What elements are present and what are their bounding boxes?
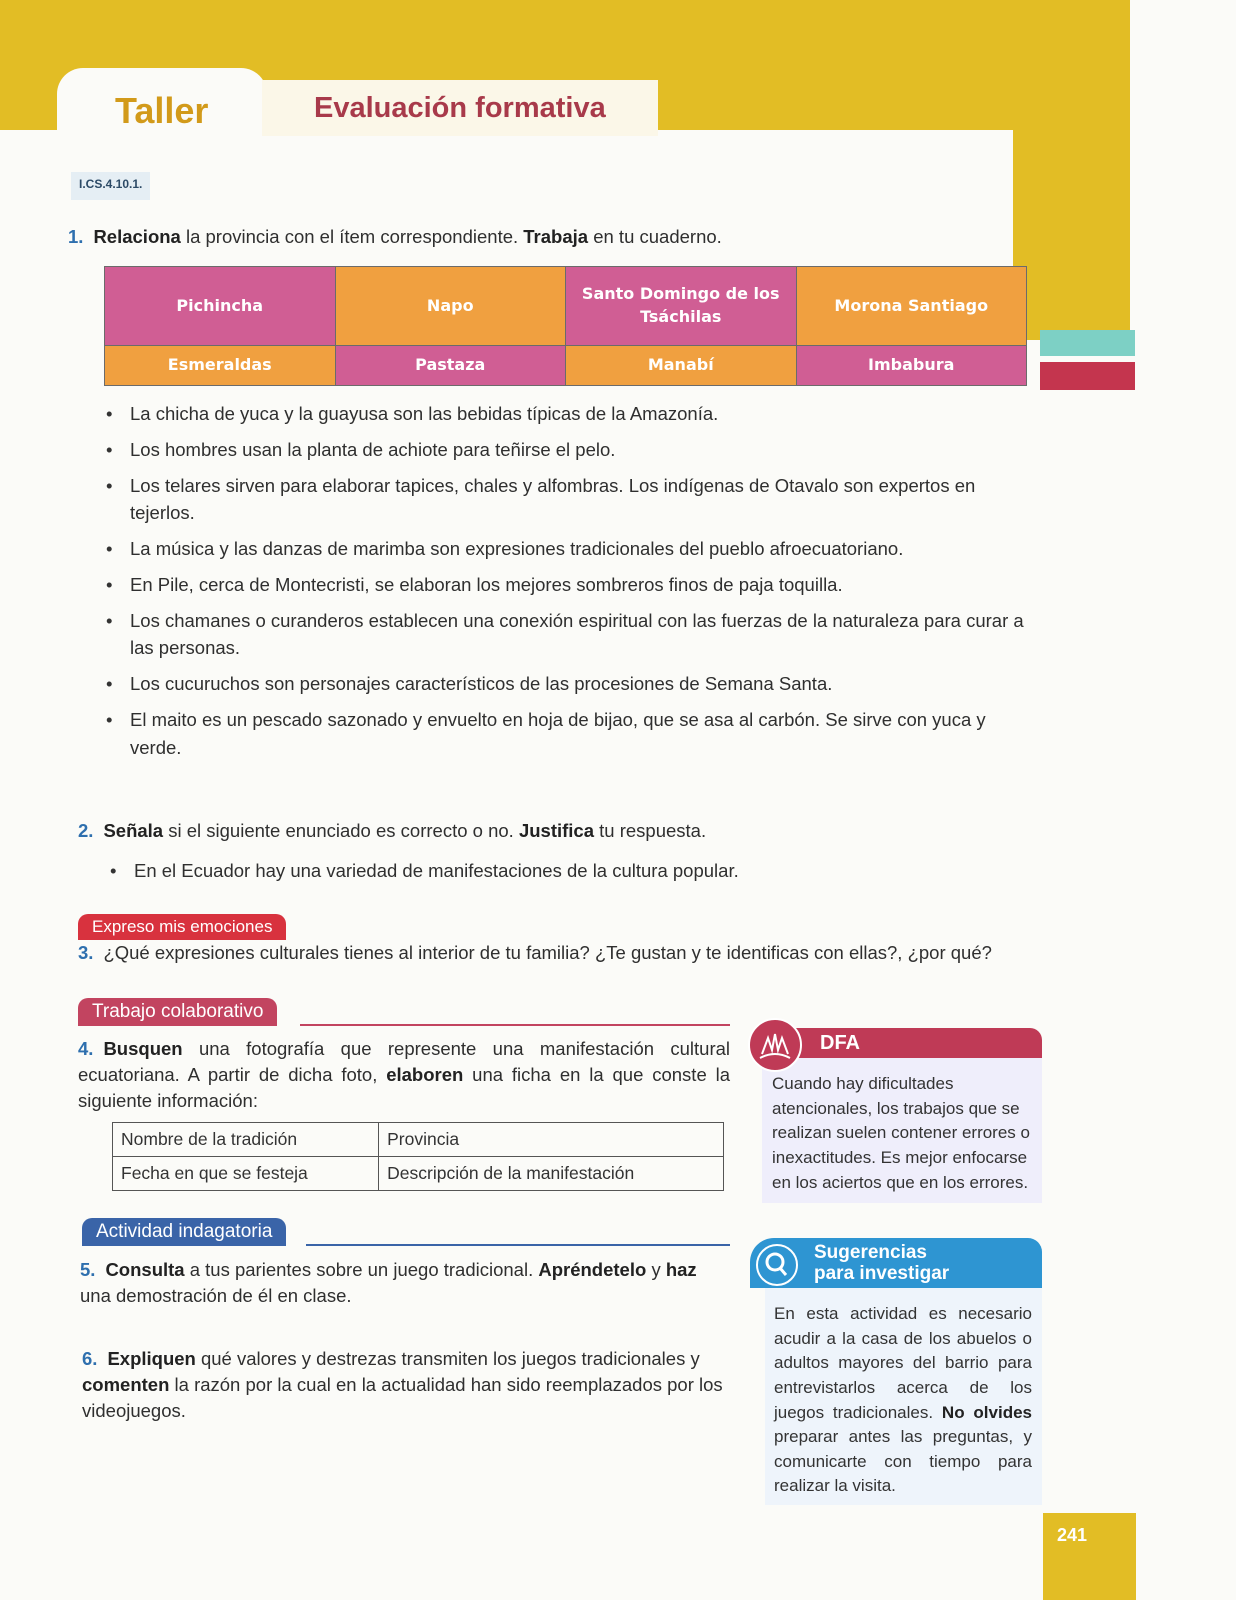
question-text: la razón por la cual en la actualidad han sido reemplazados por los videojuegos. (82, 1373, 723, 1421)
suggestions-body-2: preparar antes las preguntas, y comunicarte con tiempo para realizar la visita. (774, 1427, 1032, 1496)
question-verb: Relaciona (93, 226, 181, 247)
question-number: 6. (82, 1348, 98, 1369)
dfa-header (762, 1028, 1042, 1058)
suggestions-body: En esta actividad es necesario acudir a la casa de los abuelos o adultos mayores del barrio para entrevistarlos acerca de los juegos tradicionales. (774, 1304, 1032, 1422)
list-item: • Los chamanes o curanderos establecen una conexión espiritual con las fuerzas de la naturaleza para curar a las personas. (100, 607, 1035, 663)
teal-side-stripe (1040, 330, 1135, 356)
list-item: • En el Ecuador hay una variedad de manifestaciones de la cultura popular. (104, 857, 1039, 885)
question-number: 1. (68, 226, 84, 247)
question-verb: Consulta (105, 1259, 185, 1280)
indicator-code-badge: I.CS.4.10.1. (71, 172, 150, 200)
question-3 (78, 940, 1028, 966)
table-cell: Fecha en que se festeja (113, 1157, 379, 1191)
question-verb: Expliquen (107, 1348, 196, 1369)
question-2-bullet-list (104, 857, 1039, 893)
hands-icon (748, 1018, 802, 1072)
dfa-text: Cuando hay dificultades atencionales, los trabajos que se realizan suelen contener errores o inexactitudes. Es mejor enfocarse en los aciertos que en los errores. (772, 1074, 1030, 1192)
section-tab-label: Taller (115, 90, 209, 131)
question-2 (78, 818, 1018, 844)
question-4 (78, 1036, 730, 1114)
list-item: • Los hombres usan la planta de achiote para teñirse el pelo. (100, 436, 1035, 464)
right-color-band (1013, 0, 1130, 340)
province-cell: Pichincha (105, 267, 336, 346)
statement-list (100, 400, 1035, 769)
province-cell: Santo Domingo de los Tsáchilas (566, 267, 797, 346)
table-row (105, 345, 1027, 385)
question-number: 5. (80, 1259, 96, 1280)
question-text: una ficha en la que conste la siguiente información: (78, 1063, 730, 1111)
section-tab (57, 68, 267, 148)
province-cell: Morona Santiago (796, 267, 1027, 346)
table-cell: Descripción de la manifestación (379, 1157, 724, 1191)
question-verb: Busquen (103, 1038, 183, 1059)
suggestions-title-line-2: para investigar (814, 1263, 950, 1284)
list-item: • La música y las danzas de marimba son expresiones tradicionales del pueblo afroecuatoriano. (100, 535, 1035, 563)
province-cell: Napo (335, 267, 566, 346)
question-verb: Señala (103, 820, 164, 841)
question-text: la provincia con el ítem correspondiente. (185, 226, 519, 247)
section-divider (306, 1244, 730, 1246)
question-1 (68, 224, 1018, 250)
question-number: 2. (78, 820, 94, 841)
province-cell: Imbabura (796, 345, 1027, 385)
question-text: en tu cuaderno. (593, 226, 722, 247)
province-table (104, 266, 1027, 386)
question-text: si el siguiente enunciado es correcto o no. (168, 820, 514, 841)
question-text: a tus parientes sobre un juego tradicional. (189, 1259, 534, 1280)
question-number: 3. (78, 942, 94, 963)
question-verb: haz (665, 1259, 697, 1280)
question-text: una demostración de él en clase. (80, 1284, 352, 1306)
question-verb: elaboren (386, 1063, 464, 1085)
province-cell: Manabí (566, 345, 797, 385)
question-6 (82, 1346, 730, 1424)
table-row (113, 1157, 724, 1191)
question-verb: Trabaja (523, 226, 589, 247)
section-divider (300, 1024, 730, 1026)
table-row (113, 1123, 724, 1157)
page-number-tab (1043, 1513, 1136, 1600)
question-text: una fotografía que represente una manifestación cultural ecuatoriana. A partir de dicha foto, (78, 1038, 731, 1085)
suggestions-title-line-1: Sugerencias (814, 1242, 927, 1263)
question-verb: Justifica (518, 820, 594, 841)
list-item: • Los telares sirven para elaborar tapices, chales y alfombras. Los indígenas de Otavalo son expertos en tejerlos. (100, 472, 1035, 528)
list-item: • El maito es un pescado sazonado y envuelto en hoja de bijao, que se asa al carbón. Se sirve con yuca y verde. (100, 706, 1035, 762)
table-cell: Provincia (379, 1123, 724, 1157)
question-text: tu respuesta. (599, 820, 707, 841)
suggestions-emphasis: No olvides (941, 1402, 1032, 1422)
rose-side-stripe (1040, 362, 1135, 390)
list-item: • La chicha de yuca y la guayusa son las bebidas típicas de la Amazonía. (100, 400, 1035, 428)
question-text: ¿Qué expresiones culturales tienes al interior de tu familia? ¿Te gustan y te identificas con ellas?, ¿por qué? (103, 942, 992, 963)
dfa-title: DFA (820, 1032, 860, 1054)
list-item: • Los cucuruchos son personajes característicos de las procesiones de Semana Santa. (100, 670, 1035, 698)
page-title: Evaluación formativa (314, 92, 606, 124)
question-number: 4. (78, 1038, 94, 1059)
table-cell: Nombre de la tradición (113, 1123, 379, 1157)
province-cell: Pastaza (335, 345, 566, 385)
question-verb: comenten (82, 1373, 170, 1395)
table-row (105, 267, 1027, 346)
ficha-table (112, 1122, 724, 1191)
suggestions-text (774, 1302, 1032, 1499)
question-text: y (651, 1259, 661, 1280)
question-text: qué valores y destrezas transmiten los juegos tradicionales y (200, 1348, 700, 1369)
question-verb: Apréndetelo (538, 1259, 647, 1280)
collaborative-work-label: Trabajo colaborativo (78, 998, 277, 1026)
question-5 (80, 1257, 730, 1309)
magnifier-icon (756, 1244, 798, 1286)
emotions-label: Expreso mis emociones (78, 914, 286, 940)
page-title-tab (262, 80, 658, 136)
province-cell: Esmeraldas (105, 345, 336, 385)
list-item: • En Pile, cerca de Montecristi, se elaboran los mejores sombreros finos de paja toquilla. (100, 571, 1035, 599)
page-number: 241 (1057, 1525, 1088, 1545)
inquiry-activity-label: Actividad indagatoria (82, 1218, 286, 1246)
